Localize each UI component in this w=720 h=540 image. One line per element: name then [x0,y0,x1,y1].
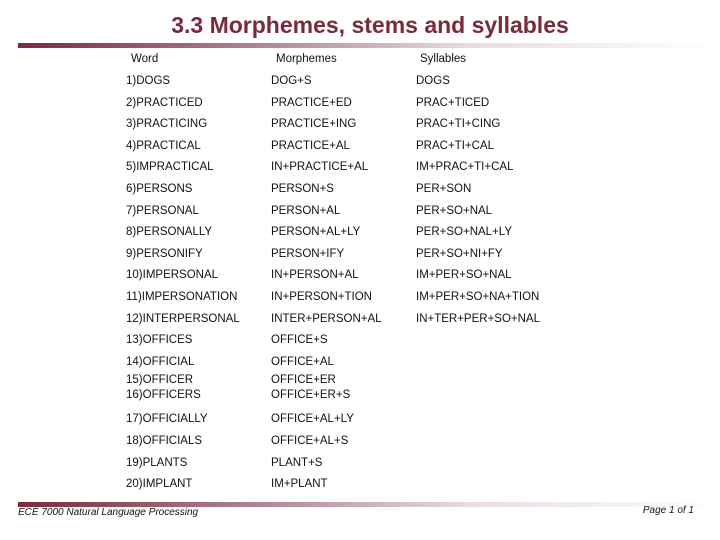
header-word: Word [131,53,159,65]
syllables-cell: PER+SO+NAL+LY [416,226,512,239]
morphemes-cell: OFFICE+AL+LY [271,413,354,426]
syllables-cell: PER+SON [416,182,472,195]
word-cell: 15)OFFICER 16)OFFICERS [126,374,201,402]
morphemes-cell: PERSON+AL+LY [271,226,361,239]
morpheme-table [0,71,720,496]
table-row [0,244,720,266]
table-row [0,201,720,223]
table-row [0,71,720,93]
syllables-cell: IM+PRAC+TI+CAL [416,161,514,174]
slide-title: 3.3 Morphemes, stems and syllables [171,12,569,38]
syllables-cell: PER+SO+NAL [416,204,493,217]
word-cell: 18)OFFICIALS [126,434,203,447]
morphemes-cell: PERSON+AL [271,204,341,217]
syllables-cell: PRAC+TI+CAL [416,139,494,152]
word-cell: 4)PRACTICAL [126,139,201,152]
syllables-cell: PER+SO+NI+FY [416,247,503,260]
table-row [0,352,720,374]
morphemes-cell: PERSON+IFY [271,247,345,260]
word-cell: 5)IMPRACTICAL [126,161,214,174]
table-row [0,93,720,115]
morphemes-cell: INTER+PERSON+AL [271,312,382,325]
word-cell: 13)OFFICES [126,334,193,347]
table-row [0,136,720,158]
table-row [0,287,720,309]
morphemes-cell: PRACTICE+ING [271,118,357,131]
word-cell: 7)PERSONAL [126,204,199,217]
morphemes-cell: OFFICE+ER OFFICE+ER+S [271,374,351,402]
table-row [0,431,720,453]
word-cell: 12)INTERPERSONAL [126,312,240,325]
table-row [0,453,720,475]
morphemes-cell: PRACTICE+AL [271,139,350,152]
word-cell: 9)PERSONIFY [126,247,203,260]
word-cell: 11)IMPERSONATION [126,290,238,303]
syllables-cell: IM+PER+SO+NA+TION [416,290,540,303]
table-row [0,373,720,409]
morphemes-cell: OFFICE+AL+S [271,434,349,447]
word-cell: 8)PERSONALLY [126,226,213,239]
morphemes-cell: PERSON+S [271,182,334,195]
morphemes-cell: OFFICE+S [271,334,328,347]
syllables-cell: IM+PER+SO+NAL [416,269,512,282]
word-cell: 19)PLANTS [126,456,188,469]
table-row [0,309,720,331]
syllables-cell: DOGS [416,75,450,87]
word-cell: 3)PRACTICING [126,118,208,131]
syllables-cell: PRAC+TICED [416,96,490,109]
word-cell: 17)OFFICIALLY [126,413,208,426]
header-syllables: Syllables [420,53,467,65]
word-cell: 1)DOGS [126,75,171,87]
morphemes-cell: IM+PLANT [271,478,328,491]
syllables-cell: IN+TER+PER+SO+NAL [416,312,540,325]
table-row [0,330,720,352]
morphemes-cell: DOG+S [271,75,312,87]
morphemes-cell: PRACTICE+ED [271,96,352,109]
morphemes-cell: IN+PERSON+TION [271,290,372,303]
footer-course: ECE 7000 Natural Language Processing [18,507,199,518]
table-row [0,157,720,179]
morphemes-cell: IN+PERSON+AL [271,269,359,282]
table-row [0,179,720,201]
table-row [0,222,720,244]
header-morphemes: Morphemes [276,53,337,65]
word-cell: 10)IMPERSONAL [126,269,219,282]
word-cell: 6)PERSONS [126,182,193,195]
table-row [0,114,720,136]
morphemes-cell: OFFICE+AL [271,355,334,368]
table-row [0,265,720,287]
word-cell: 14)OFFICIAL [126,355,195,368]
syllables-cell: PRAC+TI+CING [416,118,501,131]
title-divider [18,43,718,48]
footer-page-number: Page 1 of 1 [642,505,694,516]
morphemes-cell: PLANT+S [271,456,323,469]
word-cell: 2)PRACTICED [126,96,203,109]
word-cell: 20)IMPLANT [126,478,193,491]
table-row [0,409,720,431]
table-row [0,474,720,496]
morphemes-cell: IN+PRACTICE+AL [271,161,369,174]
